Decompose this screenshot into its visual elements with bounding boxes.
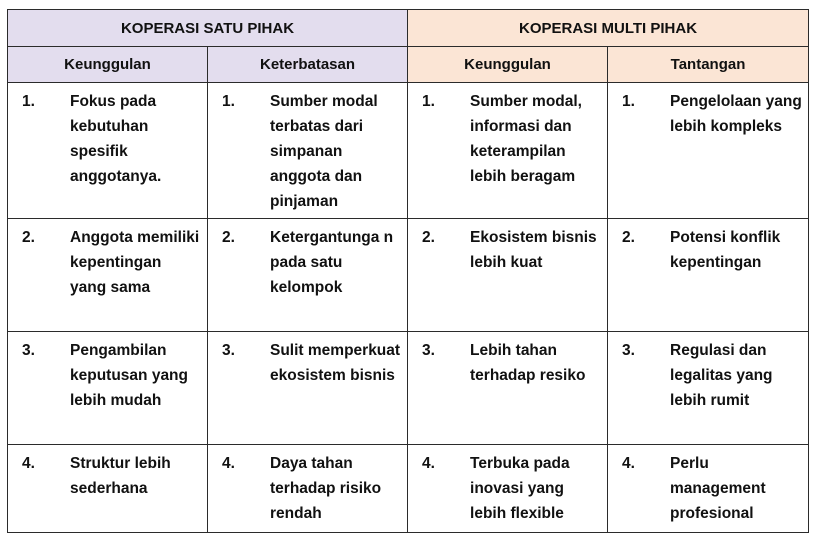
table-row xyxy=(8,445,809,533)
comparison-table-wrapper xyxy=(7,9,808,534)
table-row xyxy=(8,332,809,445)
item-text: Pengambilan keputusan yang lebih mudah xyxy=(70,342,188,409)
subheader-keunggulan-satu: Keunggulan xyxy=(8,47,208,83)
item-text: Daya tahan terhadap risiko rendah xyxy=(270,455,382,522)
item-number: 2. xyxy=(22,229,35,246)
item-text: Ekosistem bisnis lebih kuat xyxy=(470,229,597,271)
koperasi-comparison-table xyxy=(7,9,809,533)
item-number: 3. xyxy=(222,342,235,359)
item-text: Regulasi dan legalitas yang lebih rumit xyxy=(670,342,773,409)
table-cell xyxy=(8,219,208,332)
subheader-keunggulan-multi: Keunggulan xyxy=(408,47,608,83)
subheader-keterbatasan: Keterbatasan xyxy=(208,47,408,83)
item-text: Fokus pada kebutuhan spesifik anggotanya. xyxy=(70,93,162,185)
table-cell xyxy=(8,445,208,533)
item-text: Lebih tahan terhadap resiko xyxy=(470,342,586,384)
table-cell xyxy=(208,219,408,332)
item-text: Sumber modal terbatas dari simpanan anggota dan pinjaman xyxy=(270,93,378,210)
item-number: 2. xyxy=(422,229,435,246)
table-cell xyxy=(208,83,408,219)
table-cell xyxy=(408,83,608,219)
table-cell xyxy=(408,219,608,332)
item-number: 4. xyxy=(422,455,435,472)
item-text: Terbuka pada inovasi yang lebih flexible xyxy=(470,455,570,522)
item-number: 2. xyxy=(622,229,635,246)
item-number: 4. xyxy=(622,455,635,472)
table-row xyxy=(8,83,809,219)
item-text: Struktur lebih sederhana xyxy=(70,455,171,497)
item-number: 4. xyxy=(22,455,35,472)
item-number: 3. xyxy=(22,342,35,359)
item-text: Sumber modal, informasi dan keterampilan lebih beragam xyxy=(470,93,582,185)
header-multi-pihak: KOPERASI MULTI PIHAK xyxy=(408,10,809,47)
item-number: 2. xyxy=(222,229,235,246)
table-cell xyxy=(608,445,809,533)
item-number: 3. xyxy=(622,342,635,359)
item-text: Sulit memperkuat ekosistem bisnis xyxy=(270,342,401,384)
item-text: Pengelolaan yang lebih kompleks xyxy=(670,93,802,135)
table-cell xyxy=(608,83,809,219)
table-cell xyxy=(208,445,408,533)
table-cell xyxy=(208,332,408,445)
item-number: 3. xyxy=(422,342,435,359)
header-satu-pihak: KOPERASI SATU PIHAK xyxy=(8,10,408,47)
table-cell xyxy=(608,219,809,332)
table-cell xyxy=(408,445,608,533)
item-number: 1. xyxy=(622,93,635,110)
header-row xyxy=(8,10,809,47)
subheader-row xyxy=(8,47,809,83)
item-text: Potensi konflik kepentingan xyxy=(670,229,781,271)
table-row xyxy=(8,219,809,332)
item-number: 4. xyxy=(222,455,235,472)
item-text: Anggota memiliki kepentingan yang sama xyxy=(70,229,200,296)
item-text: Ketergantunga n pada satu kelompok xyxy=(270,229,394,296)
item-number: 1. xyxy=(422,93,435,110)
table-cell xyxy=(408,332,608,445)
table-cell xyxy=(8,83,208,219)
subheader-tantangan: Tantangan xyxy=(608,47,809,83)
item-text: Perlu management profesional xyxy=(670,455,766,522)
item-number: 1. xyxy=(22,93,35,110)
table-cell xyxy=(8,332,208,445)
table-cell xyxy=(608,332,809,445)
item-number: 1. xyxy=(222,93,235,110)
